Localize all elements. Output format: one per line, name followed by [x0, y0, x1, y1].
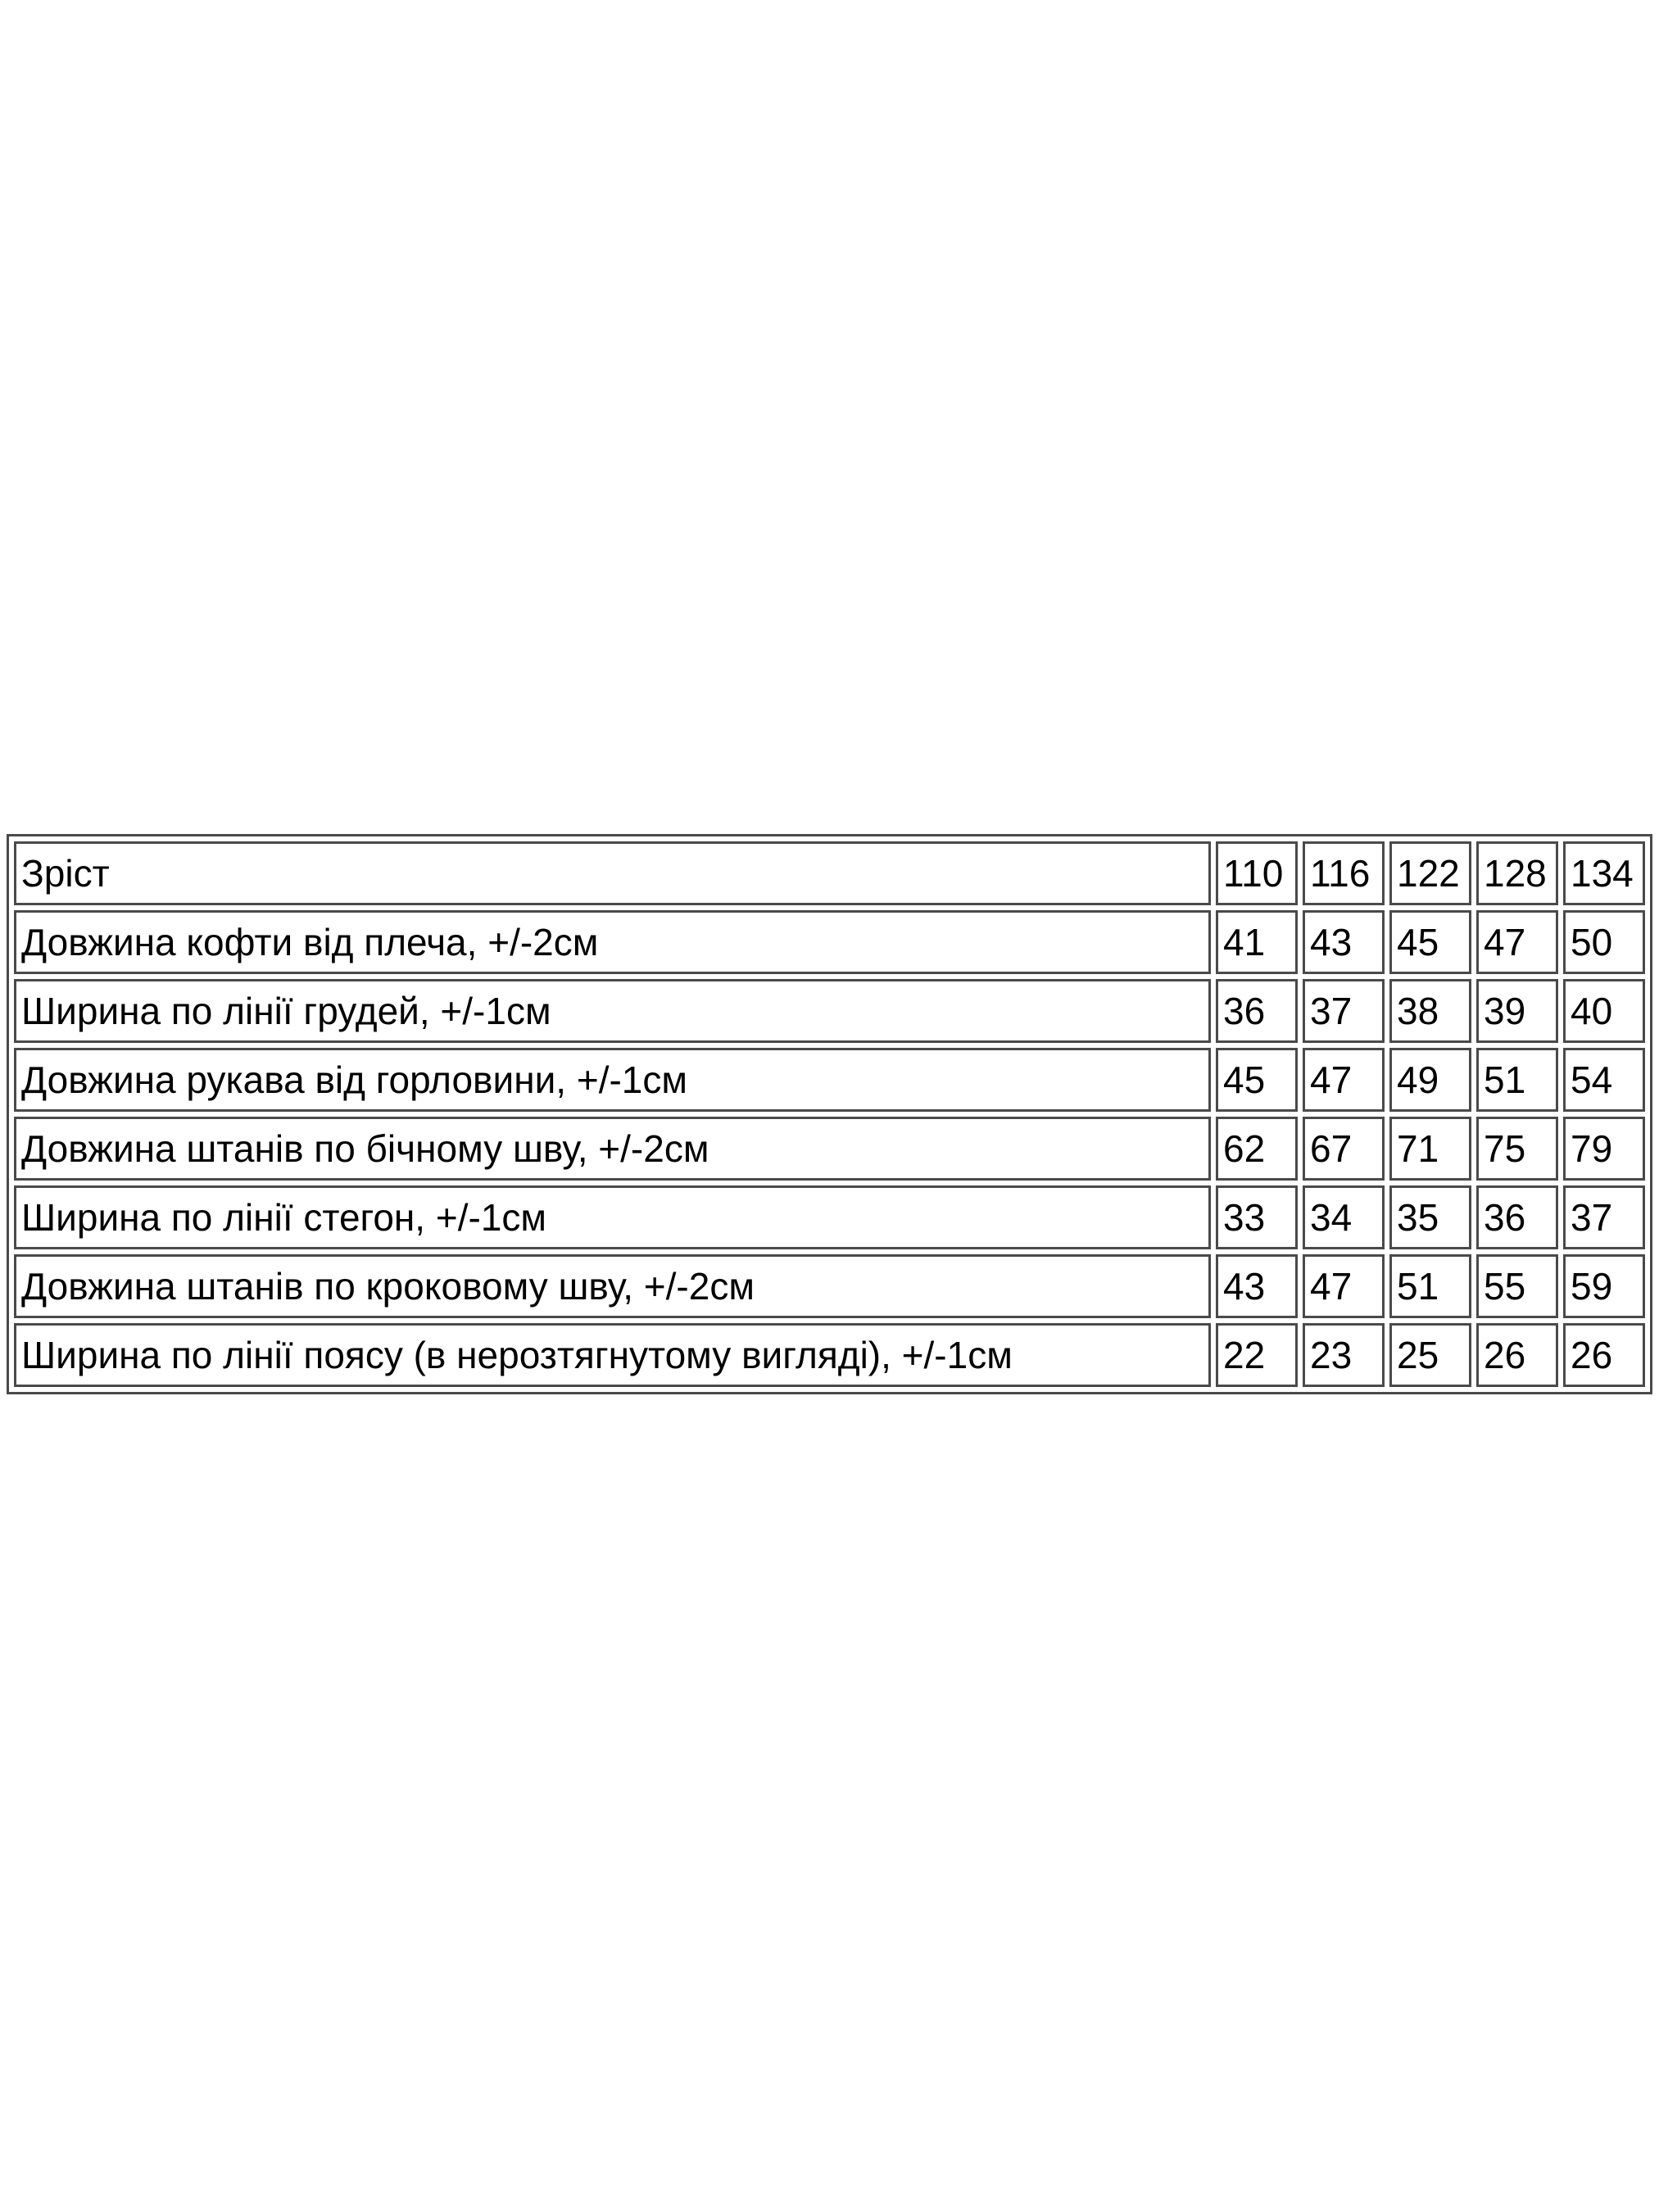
value-cell: 43: [1303, 910, 1385, 974]
value-cell: 22: [1216, 1323, 1298, 1387]
value-cell: 71: [1389, 1117, 1471, 1181]
row-label-cell: Довжина рукава від горловини, +/-1см: [14, 1048, 1211, 1112]
value-cell: 122: [1389, 841, 1471, 905]
table-row: [14, 1048, 1645, 1112]
value-cell: 33: [1216, 1185, 1298, 1249]
value-cell: 26: [1476, 1323, 1558, 1387]
value-cell: 23: [1303, 1323, 1385, 1387]
value-cell: 67: [1303, 1117, 1385, 1181]
value-cell: 41: [1216, 910, 1298, 974]
value-cell: 62: [1216, 1117, 1298, 1181]
size-chart-table: [7, 834, 1652, 1394]
value-cell: 34: [1303, 1185, 1385, 1249]
value-cell: 40: [1563, 979, 1645, 1043]
value-cell: 50: [1563, 910, 1645, 974]
row-label-cell: Довжина штанів по бічному шву, +/-2см: [14, 1117, 1211, 1181]
value-cell: 45: [1216, 1048, 1298, 1112]
value-cell: 79: [1563, 1117, 1645, 1181]
value-cell: 75: [1476, 1117, 1558, 1181]
value-cell: 36: [1476, 1185, 1558, 1249]
value-cell: 45: [1389, 910, 1471, 974]
value-cell: 128: [1476, 841, 1558, 905]
row-label-cell: Довжина кофти від плеча, +/-2см: [14, 910, 1211, 974]
value-cell: 37: [1563, 1185, 1645, 1249]
value-cell: 134: [1563, 841, 1645, 905]
value-cell: 39: [1476, 979, 1558, 1043]
value-cell: 47: [1303, 1254, 1385, 1318]
value-cell: 35: [1389, 1185, 1471, 1249]
value-cell: 38: [1389, 979, 1471, 1043]
value-cell: 51: [1389, 1254, 1471, 1318]
table-row: [14, 979, 1645, 1043]
table-row: [14, 1323, 1645, 1387]
table-row: [14, 910, 1645, 974]
table-row: [14, 1254, 1645, 1318]
value-cell: 54: [1563, 1048, 1645, 1112]
value-cell: 51: [1476, 1048, 1558, 1112]
size-chart-container: [7, 834, 1652, 1394]
value-cell: 47: [1476, 910, 1558, 974]
value-cell: 25: [1389, 1323, 1471, 1387]
value-cell: 55: [1476, 1254, 1558, 1318]
row-label-cell: Ширина по лінії поясу (в нерозтягнутому вигляді), +/-1см: [14, 1323, 1211, 1387]
table-row: [14, 1185, 1645, 1249]
table-row: [14, 1117, 1645, 1181]
value-cell: 37: [1303, 979, 1385, 1043]
row-label-cell: Зріст: [14, 841, 1211, 905]
value-cell: 43: [1216, 1254, 1298, 1318]
row-label-cell: Ширина по лінії грудей, +/-1см: [14, 979, 1211, 1043]
row-label-cell: Довжина штанів по кроковому шву, +/-2см: [14, 1254, 1211, 1318]
table-row: [14, 841, 1645, 905]
value-cell: 47: [1303, 1048, 1385, 1112]
value-cell: 59: [1563, 1254, 1645, 1318]
value-cell: 26: [1563, 1323, 1645, 1387]
value-cell: 110: [1216, 841, 1298, 905]
value-cell: 49: [1389, 1048, 1471, 1112]
value-cell: 36: [1216, 979, 1298, 1043]
row-label-cell: Ширина по лінії стегон, +/-1см: [14, 1185, 1211, 1249]
value-cell: 116: [1303, 841, 1385, 905]
